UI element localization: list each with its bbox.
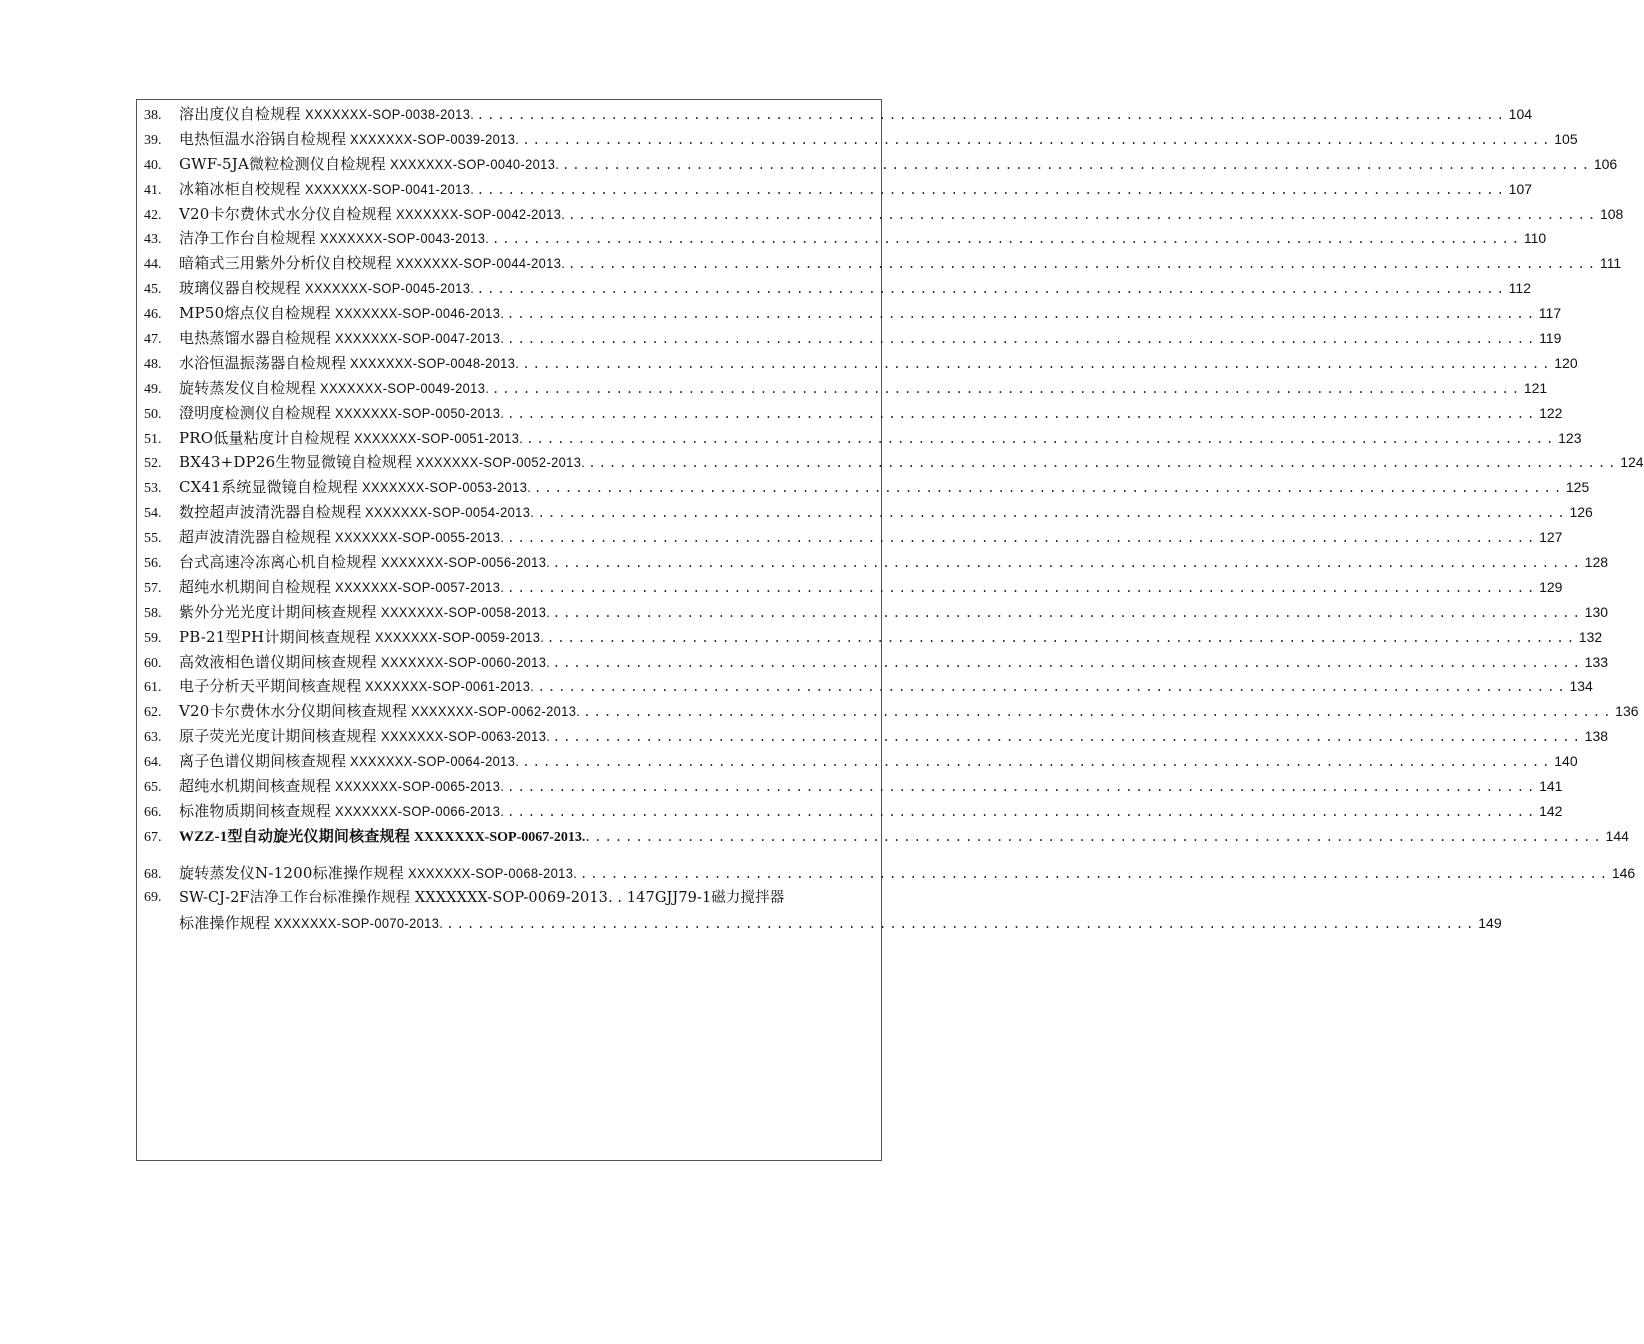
toc-entry-title: 电热恒温水浴锅自检规程 xyxy=(179,129,347,148)
toc-entry-title: 超纯水机期间自检规程 xyxy=(179,577,332,596)
toc-entry-page: 122 xyxy=(1539,404,1563,421)
toc-entry-number: 41. xyxy=(144,182,162,198)
toc-entry-number: 46. xyxy=(144,307,162,323)
toc-entry-title: V20卡尔费休式水分仪自检规程 xyxy=(179,204,392,223)
toc-entry-number: 65. xyxy=(144,780,162,796)
toc-leader: .................................................................................................... xyxy=(526,431,1557,447)
toc-entry-title: 标准物质期间核查规程 xyxy=(179,801,332,820)
toc-entry[interactable] xyxy=(144,177,1533,202)
toc-entry-code: XXXXXXX-SOP-0061-2013. xyxy=(365,678,535,695)
toc-entry-title: 暗箱式三用紫外分析仪自校规程 xyxy=(179,254,392,273)
toc-entry-page: 125 xyxy=(1565,479,1590,496)
toc-entry-number: 61. xyxy=(144,680,162,696)
toc-entry-page: 149 xyxy=(1478,914,1502,931)
toc-leader: .................................................................................................... xyxy=(446,916,1477,932)
toc-leader: .................................................................................................... xyxy=(491,381,1522,397)
toc-entry-number: 58. xyxy=(144,605,162,621)
toc-entry-number: 69. xyxy=(144,889,162,905)
toc-entry[interactable] xyxy=(144,625,1603,650)
toc-entry[interactable] xyxy=(144,650,1609,675)
toc-entry-number: 50. xyxy=(144,406,162,422)
toc-entry-code: XXXXXXX-SOP-0065-2013. xyxy=(335,778,505,795)
toc-leader: .................................................................................................... xyxy=(533,481,1564,497)
toc-entry-number: 64. xyxy=(144,755,162,771)
toc-entry-title: 离子色谱仪期间核查规程 xyxy=(179,752,347,771)
toc-entry[interactable] xyxy=(144,450,1644,475)
toc-entry-page: 121 xyxy=(1523,379,1548,396)
toc-entry[interactable] xyxy=(144,251,1622,276)
toc-entry-page: 120 xyxy=(1554,354,1578,371)
toc-entry-page: 110 xyxy=(1523,230,1547,247)
toc-entry[interactable] xyxy=(144,401,1563,426)
toc-entry-code: XXXXXXX-SOP-0055-2013. xyxy=(335,529,505,546)
toc-entry-number: 54. xyxy=(144,506,162,522)
toc-entry[interactable] xyxy=(144,226,1547,251)
toc-entry-title: V20卡尔费休水分仪期间核查规程 xyxy=(179,702,408,721)
toc-leader: .................................................................................................... xyxy=(552,556,1583,572)
toc-entry-number: 39. xyxy=(144,132,162,148)
toc-entry-title: 水浴恒温振荡器自检规程 xyxy=(179,353,347,372)
toc-entry-code: XXXXXXX-SOP-0041-2013. xyxy=(304,180,474,197)
toc-entry[interactable] xyxy=(144,301,1562,326)
toc-entry-title: 冰箱冰柜自校规程 xyxy=(179,179,301,198)
toc-entry-title: 超纯水机期间核查规程 xyxy=(179,777,332,796)
toc-entry[interactable] xyxy=(144,102,1533,127)
toc-entry[interactable] xyxy=(144,724,1609,749)
toc-entry-code: XXXXXXX-SOP-0053-2013. xyxy=(361,479,532,496)
toc-entry-title: 台式高速冷冻离心机自检规程 xyxy=(179,553,377,572)
toc-leader: .................................................................................................... xyxy=(552,655,1583,671)
toc-leader: .................................................................................................... xyxy=(522,356,1553,372)
toc-entry[interactable] xyxy=(144,861,1636,886)
toc-entry[interactable] xyxy=(144,575,1563,600)
toc-entry-page: 130 xyxy=(1584,603,1609,620)
toc-entry-page: 106 xyxy=(1593,155,1618,172)
toc-entry-title: MP50熔点仪自检规程 xyxy=(179,304,331,323)
toc-entry-page: 108 xyxy=(1599,205,1624,222)
toc-entry-code: XXXXXXX-SOP-0052-2013. xyxy=(416,454,586,471)
toc-entry-title: GWF-5JA微粒检测仪自检规程 xyxy=(179,154,386,173)
toc-entry[interactable] xyxy=(144,550,1609,575)
toc-entry-title: PB-21型PH计期间核查规程 xyxy=(179,627,371,646)
toc-leader: .................................................................................................... xyxy=(476,108,1507,123)
toc-entry-page: 112 xyxy=(1508,280,1531,297)
toc-leader: .................................................................................................... xyxy=(561,157,1592,173)
toc-entry-number: 62. xyxy=(144,705,162,721)
toc-entry-page: 146 xyxy=(1611,864,1636,881)
toc-entry-code: XXXXXXX-SOP-0062-2013. xyxy=(411,703,581,720)
toc-leader: .................................................................................................... xyxy=(506,780,1538,796)
toc-entry-page: 107 xyxy=(1508,180,1533,197)
toc-entry-page: 111 xyxy=(1599,255,1622,272)
toc-entry-code: XXXXXXX-SOP-0054-2013. xyxy=(365,504,535,521)
toc-leader: .................................................................................................... xyxy=(579,866,1610,882)
toc-entry-code: XXXXXXX-SOP-0063-2013. xyxy=(380,728,550,745)
toc-entry-number: 53. xyxy=(144,481,162,497)
toc-entry-code: XXXXXXX-SOP-0060-2013. xyxy=(380,653,550,670)
toc-leader: .................................................................................................... xyxy=(552,605,1583,621)
toc-entry-code: XXXXXXX-SOP-0059-2013. xyxy=(374,628,544,645)
toc-entry-code: XXXXXXX-SOP-0064-2013. xyxy=(350,753,520,770)
toc-entry-title: 原子荧光光度计期间核查规程 xyxy=(179,727,377,746)
toc-entry-code: XXXXXXX-SOP-0049-2013. xyxy=(319,379,490,396)
toc-entry-page: 119 xyxy=(1539,330,1562,347)
toc-entry-title: 电子分析天平期间核查规程 xyxy=(179,677,362,696)
toc-entry-number: 57. xyxy=(144,580,162,596)
toc-entry[interactable] xyxy=(144,152,1618,177)
toc-entry-code: XXXXXXX-SOP-0058-2013. xyxy=(380,603,550,620)
toc-entry-title: 旋转蒸发仪自检规程 xyxy=(179,378,316,397)
toc-entry-code: XXXXXXX-SOP-0042-2013. xyxy=(395,205,566,222)
toc-entry[interactable] xyxy=(144,525,1563,550)
toc-entry[interactable] xyxy=(144,426,1582,451)
toc-entry-number: 56. xyxy=(144,556,162,572)
toc-entry[interactable] xyxy=(144,326,1562,351)
toc-entry-number: 42. xyxy=(144,207,162,223)
toc-entry-number: 59. xyxy=(144,630,162,646)
toc-entry-page: 124 xyxy=(1620,454,1644,471)
toc-entry-number: 44. xyxy=(144,257,162,273)
toc-leader: .................................................................................................... xyxy=(506,804,1538,820)
toc-entry-number: 45. xyxy=(144,282,162,298)
toc-leader: .................................................................................................... xyxy=(506,580,1538,596)
toc-entry-page: 123 xyxy=(1558,429,1582,446)
toc-entry-number: 55. xyxy=(144,531,162,547)
toc-entry-title: 数控超声波清洗器自检规程 xyxy=(179,503,362,522)
toc-leader: .................................................................................................... xyxy=(522,132,1553,148)
toc-entry-number: 60. xyxy=(144,655,162,671)
toc-entry-number: 63. xyxy=(144,730,162,746)
toc-entry[interactable] xyxy=(144,376,1548,401)
toc-entry-page: 117 xyxy=(1538,305,1562,322)
toc-entry-page: 126 xyxy=(1569,504,1593,521)
toc-leader: .................................................................................................... xyxy=(506,531,1538,547)
toc-entry[interactable] xyxy=(144,600,1609,625)
toc-entry[interactable] xyxy=(144,500,1593,525)
toc-leader: .................................................................................................... xyxy=(588,456,1619,472)
toc-entry[interactable] xyxy=(144,886,1502,938)
toc-entry-code: XXXXXXX-SOP-0050-2013. xyxy=(335,404,505,421)
toc-entry[interactable] xyxy=(144,774,1563,799)
toc-entry-number: 43. xyxy=(144,232,162,248)
toc-entry-code: XXXXXXX-SOP-0048-2013. xyxy=(350,354,520,371)
toc-leader: .................................................................................................... xyxy=(506,406,1538,422)
toc-leader: .................................................................................................... xyxy=(491,232,1522,248)
toc-entry-title-cont: 标准操作规程 xyxy=(179,913,271,932)
toc-entry-title: WZZ-1型自动旋光仪期间核查规程 xyxy=(179,828,410,845)
toc-entry-number: 40. xyxy=(144,157,162,173)
toc-entry-page: 144 xyxy=(1605,827,1629,844)
toc-entry-page: 128 xyxy=(1584,554,1609,571)
toc-entry-code: XXXXXXX-SOP-0040-2013. xyxy=(389,155,559,172)
toc-entry-code: XXXXXXX-SOP-0068-2013. xyxy=(407,864,577,881)
toc-entry-number: 47. xyxy=(144,332,162,348)
toc-entry-code: XXXXXXX-SOP-0047-2013. xyxy=(335,330,505,347)
toc-leader: .................................................................................................... xyxy=(583,705,1614,721)
toc-entry-title: 电热蒸馏水器自检规程 xyxy=(179,329,332,348)
toc-entry-title: 溶出度仪自检规程 xyxy=(179,105,301,123)
toc-entry-page: 127 xyxy=(1539,529,1563,546)
toc-entry-title: 澄明度检测仪自检规程 xyxy=(179,403,332,422)
toc-entry-page: 138 xyxy=(1584,728,1609,745)
toc-entry-title: 玻璃仪器自校规程 xyxy=(179,279,301,298)
toc-entry-number: 66. xyxy=(144,804,162,820)
toc-leader: .................................................................................................... xyxy=(573,829,1604,845)
toc-entry-number: 51. xyxy=(144,431,162,447)
toc-leader: .................................................................................................... xyxy=(476,282,1507,298)
toc-leader: .................................................................................................... xyxy=(506,307,1537,323)
toc-entry-page: 142 xyxy=(1539,802,1563,819)
toc-entry-page: 140 xyxy=(1554,753,1578,770)
toc-entry-number: 68. xyxy=(144,866,162,882)
toc-entry-page: 105 xyxy=(1554,130,1578,147)
toc-entry-title: SW-CJ-2F洁净工作台标准操作规程 XXXXXXX-SOP-0069-2013. . 147GJJ79-1磁力搅拌器 xyxy=(179,889,785,906)
toc-entry-number: 49. xyxy=(144,381,162,397)
toc-entry-code: XXXXXXX-SOP-0039-2013. xyxy=(350,130,520,147)
toc-entry-page: 129 xyxy=(1539,578,1563,595)
toc-leader: .................................................................................................... xyxy=(537,680,1568,696)
toc-entry-title: BX43+DP26生物显微镜自检规程 xyxy=(179,453,413,472)
toc-entry[interactable] xyxy=(144,202,1624,227)
toc-entry-page: 136 xyxy=(1615,703,1639,720)
toc-entry-code: XXXXXXX-SOP-0066-2013. xyxy=(335,802,505,819)
toc-entry-code: XXXXXXX-SOP-0051-2013. xyxy=(354,429,524,446)
toc-entry-title: 高效液相色谱仪期间核查规程 xyxy=(179,652,377,671)
toc-entry-number: 52. xyxy=(144,456,162,472)
toc-entry[interactable] xyxy=(144,276,1531,301)
toc-entry-code: XXXXXXX-SOP-0046-2013. xyxy=(334,305,504,322)
toc-entry[interactable] xyxy=(144,749,1578,774)
toc-entry[interactable] xyxy=(144,699,1639,724)
toc-entry-code: XXXXXXX-SOP-0067-2013. xyxy=(413,829,586,845)
toc-entry-page: 132 xyxy=(1578,628,1603,645)
toc-entry-page: 141 xyxy=(1539,778,1563,795)
toc-entry-title: PRO低量粘度计自检规程 xyxy=(179,428,351,447)
toc-entry[interactable] xyxy=(144,127,1578,152)
toc-leader: .................................................................................................... xyxy=(537,506,1568,522)
toc-entry[interactable] xyxy=(144,799,1563,824)
toc-list xyxy=(144,102,1644,937)
toc-entry-number: 48. xyxy=(144,356,162,372)
toc-leader: .................................................................................................... xyxy=(476,182,1507,198)
toc-leader: .................................................................................................... xyxy=(567,257,1598,273)
toc-entry-page: 134 xyxy=(1569,678,1593,695)
toc-entry[interactable] xyxy=(144,674,1593,699)
toc-entry[interactable] xyxy=(144,475,1590,500)
toc-entry-number: 38. xyxy=(144,108,162,123)
toc-entry-title: 旋转蒸发仪N-1200标准操作规程 xyxy=(179,863,404,882)
toc-entry-code: XXXXXXX-SOP-0056-2013. xyxy=(380,554,550,571)
toc-entry-code: XXXXXXX-SOP-0044-2013. xyxy=(395,255,566,272)
toc-leader: .................................................................................................... xyxy=(506,332,1538,348)
toc-leader: .................................................................................................... xyxy=(552,730,1583,746)
toc-entry-code: XXXXXXX-SOP-0045-2013. xyxy=(304,280,474,297)
toc-entry-title: 紫外分光光度计期间核查规程 xyxy=(179,602,377,621)
toc-entry-title: CX41系统显微镜自检规程 xyxy=(179,478,358,497)
toc-entry[interactable] xyxy=(144,351,1578,376)
toc-entry-title: 洁净工作台自检规程 xyxy=(179,229,316,248)
toc-entry-page: 104 xyxy=(1508,106,1533,122)
toc-entry-code: XXXXXXX-SOP-0070-2013. xyxy=(274,914,444,931)
toc-entry[interactable] xyxy=(144,824,1629,849)
toc-leader: .................................................................................................... xyxy=(522,755,1553,771)
toc-entry-code: XXXXXXX-SOP-0038-2013. xyxy=(304,106,474,122)
toc-leader: .................................................................................................... xyxy=(567,207,1598,223)
toc-entry-title: 超声波清洗器自检规程 xyxy=(179,528,332,547)
toc-entry-code: XXXXXXX-SOP-0057-2013. xyxy=(335,578,505,595)
toc-entry-number: 67. xyxy=(144,829,162,845)
toc-entry-code: XXXXXXX-SOP-0043-2013. xyxy=(319,230,490,247)
toc-leader: .................................................................................................... xyxy=(546,630,1577,646)
toc-entry-page: 133 xyxy=(1584,653,1609,670)
